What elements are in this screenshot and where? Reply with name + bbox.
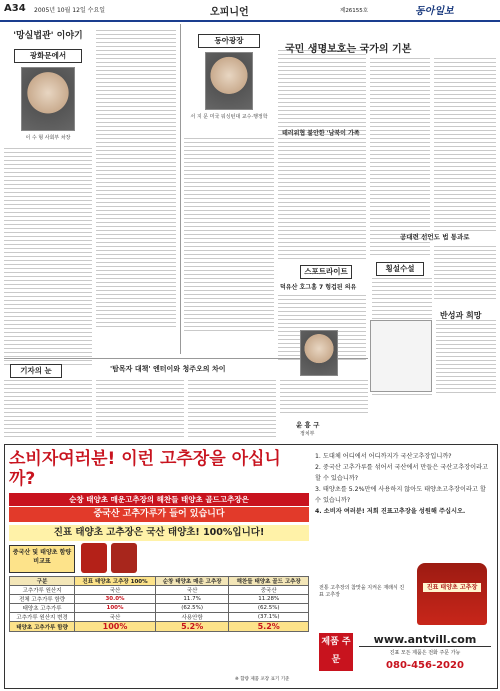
question-item: 1. 도대체 어디에서 어디까지가 국산고추장입니까?: [315, 453, 452, 460]
table-header-cell: 구분: [10, 577, 75, 586]
page-header: [0, 0, 500, 22]
product-label: 진표 태양초 고추장: [423, 583, 481, 592]
table-cell: (37.1%): [229, 613, 309, 622]
table-header-row: [10, 577, 309, 586]
table-cell: 국산: [155, 586, 228, 595]
table-row: [10, 604, 309, 613]
table-cell: 100%: [75, 604, 156, 613]
column-title: '망실법관' 이야기: [13, 31, 83, 41]
editorial-subhead-3: 반성과 희망: [440, 311, 482, 320]
ad-subline-2: 중국산 고추가루가 들어 있습니다: [9, 507, 309, 522]
spotlight-title: 덕유산 호그홈 7 헝겁된 의유: [280, 284, 357, 291]
ad-compare-box: 중국산 및 태양초 함량 비교표: [9, 545, 75, 573]
column-text: [4, 148, 92, 368]
table-cell: 고추가루 원산지 변경: [10, 613, 75, 622]
table-cell: 태양초 고추가루: [10, 604, 75, 613]
reporter-eye-text-4: [280, 380, 368, 415]
table-row: [10, 586, 309, 595]
table-header-cell: 진표 태양초 고추장 100%: [75, 577, 156, 586]
table-cell: 국산: [75, 586, 156, 595]
table-cell: 사용안함: [155, 613, 228, 622]
column-head-box: 동아광장: [198, 34, 260, 48]
question-item: 2. 중국산 고추가루를 섞어서 국산에서 만들은 국산고추장이라고 할 수 있습니까?: [315, 464, 489, 482]
column-author-box: 광화문에서: [14, 49, 82, 63]
column-text-2: [96, 30, 176, 330]
table-header-cell: 순창 태양초 매운 고추장: [155, 577, 228, 586]
table-header-cell: 해찬들 태양초 골드 고추장: [229, 577, 309, 586]
editorial-text-3: [434, 246, 496, 301]
table-cell: 30.0%: [75, 595, 156, 604]
editorial-title: 국민 생명보호는 국가의 기본: [285, 44, 412, 55]
author-caption: 서 지 문 미국 워싱턴대 교수·행정학: [190, 114, 268, 120]
newspaper-logo: 동아일보: [415, 6, 454, 17]
column-donga: [184, 26, 274, 131]
question-item: 3. 태양초를 5.2%만에 사용하지 않아도 태양초고추장이라고 할 수 있습니까?: [315, 486, 486, 504]
question-item: 4. 소비자 여러분! 저희 진표고추장을 성원해 주십시오.: [315, 508, 466, 515]
reporter-title: 정치부: [300, 431, 315, 437]
author-photo: [205, 52, 253, 110]
product-jar: [417, 563, 487, 625]
reporter-name: 윤 흥 구: [296, 421, 320, 429]
table-cell: 중국산: [229, 586, 309, 595]
table-cell: 11.28%: [229, 595, 309, 604]
section-title: 오피니언: [210, 7, 249, 18]
table-row: [10, 622, 309, 632]
side-text: [278, 142, 366, 260]
table-cell: 100%: [75, 622, 156, 632]
ad-questions: [315, 451, 491, 517]
table-cell: 전체 고추가루 함량: [10, 595, 75, 604]
editorial-subhead-2: 공대련 선언도 법 통과로: [400, 233, 470, 241]
table-cell: 11.7%: [155, 595, 228, 604]
ad-claim: 진표 태양초 고추장은 국산 태양초! 100%입니다!: [9, 525, 309, 541]
table-row: [10, 613, 309, 622]
table-row: [10, 595, 309, 604]
pyeong-text-2: [436, 320, 496, 396]
author-caption: 이 수 형 사회부 차장: [25, 135, 71, 141]
product-can: [111, 543, 137, 573]
table-cell: (62.5%): [229, 604, 309, 613]
advertisement: [4, 444, 498, 689]
reporter-eye-text-3: [188, 380, 276, 438]
pyeong-label: 횡설수설: [376, 262, 424, 276]
table-cell: 5.2%: [155, 622, 228, 632]
divider: [180, 24, 181, 354]
product-note: 전통 고추장의 참맛을 지켜온 재래식 진표 고추장: [319, 585, 405, 598]
table-cell: 국산: [75, 613, 156, 622]
ad-headline: 소비자여러분! 이런 고추장을 아십니까?: [9, 449, 281, 489]
table-cell: 5.2%: [229, 622, 309, 632]
issue-number: 제26155호: [340, 8, 369, 14]
reporter-eye-title: '탐목자 대책' 엔터이와 청주오의 차이: [110, 365, 226, 373]
reporter-eye-text: [4, 380, 92, 438]
phone-note: 진표 모든 제품은 전화 주문 가능: [389, 650, 461, 656]
reporter-photo: [300, 330, 338, 376]
reporter-eye-text-2: [96, 380, 184, 438]
column-text: [184, 138, 274, 333]
table-cell: 태양초 고추가루 함량: [10, 622, 75, 632]
issue-date: 2005년 10월 12일 수요일: [34, 7, 106, 14]
comparison-table: [9, 576, 309, 632]
phone-number[interactable]: 080-456-2020: [386, 660, 464, 671]
product-can: [81, 543, 107, 573]
reporter-eye-label: 기자의 눈: [10, 364, 62, 378]
website-url[interactable]: www.antvill.com: [359, 633, 491, 647]
column-lighthouse: [4, 26, 92, 356]
table-note: ※ 함량 제품 포장 표기 기준: [235, 677, 290, 682]
editorial-text: [370, 58, 430, 258]
editorial-text-2: [434, 58, 496, 233]
page-number: A34: [4, 3, 26, 14]
order-box: 제품 주문: [319, 633, 353, 671]
ad-subline-1: 순창 태양초 매운고추장의 해찬들 태양초 골드고추장은: [9, 493, 309, 506]
table-cell: (62.5%): [155, 604, 228, 613]
side-subhead: 테러위협 불안한 '남북이 가족: [282, 130, 360, 137]
cartoon: [370, 320, 432, 392]
spotlight-label: 스포트라이트: [300, 265, 352, 279]
table-cell: 고추가루 원산지: [10, 586, 75, 595]
author-photo: [21, 67, 75, 131]
